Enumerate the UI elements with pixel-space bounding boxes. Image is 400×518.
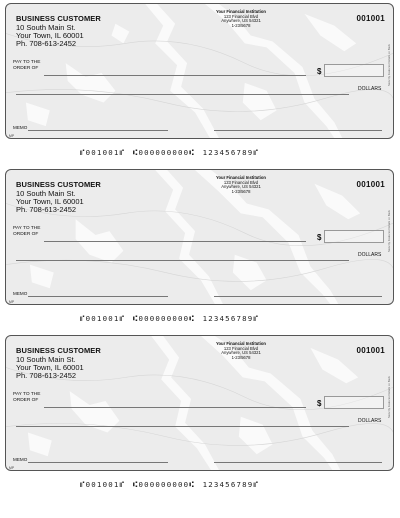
check-2 — [0, 166, 400, 338]
check-number: 001001 — [356, 346, 385, 355]
pay-to-label-line-2: ORDER OF — [13, 231, 39, 237]
check-number: 001001 — [356, 14, 385, 23]
dollars-label: DOLLARS — [358, 418, 382, 424]
customer-name: BUSINESS CUSTOMER — [16, 346, 101, 355]
bank-name: Your Financial Institution — [216, 175, 266, 180]
pay-to-label — [13, 60, 40, 71]
bank-address-line-2: Anywhere, US 54321 — [221, 350, 261, 356]
memo-line[interactable] — [28, 130, 168, 131]
dollar-sign: $ — [317, 399, 322, 408]
check-number: 001001 — [356, 180, 385, 189]
bank-fraction: 1-23/5678 — [231, 22, 251, 28]
payee-line[interactable] — [44, 407, 306, 408]
pay-to-label-line-2: ORDER OF — [13, 65, 39, 71]
micr-line: ⑈001001⑈ ⑆000000000⑆ 123456789⑈ — [80, 314, 260, 323]
check-3 — [0, 332, 400, 504]
amount-box[interactable] — [324, 64, 384, 77]
signature-line[interactable] — [214, 296, 382, 297]
memo-label: MEMO — [13, 457, 28, 462]
security-features-text: Security Features Details on Back — [387, 44, 391, 87]
dollar-sign: $ — [317, 233, 322, 242]
bank-info — [186, 10, 296, 28]
customer-phone: Ph. 708-613-2452 — [16, 371, 77, 380]
bank-info — [186, 342, 296, 360]
check-1 — [0, 0, 400, 172]
customer-address-line-1: 10 South Main St. — [16, 189, 76, 198]
security-features-text: Security Features Details on Back — [387, 376, 391, 419]
bank-fraction: 1-23/5678 — [231, 188, 251, 194]
pay-to-label-line-2: ORDER OF — [13, 397, 39, 403]
amount-words-line[interactable] — [16, 260, 349, 261]
dollar-sign: $ — [317, 67, 322, 76]
memo-label: MEMO — [13, 125, 28, 130]
check-face — [5, 169, 394, 305]
bank-name: Your Financial Institution — [216, 9, 266, 14]
amount-words-line[interactable] — [16, 94, 349, 95]
memo-line[interactable] — [28, 296, 168, 297]
check-face — [5, 3, 394, 139]
mp-label: MP — [9, 466, 15, 470]
signature-line[interactable] — [214, 130, 382, 131]
payee-line[interactable] — [44, 75, 306, 76]
bank-address-line-1: 123 Financial Blvd — [223, 179, 259, 185]
micr-line: ⑈001001⑈ ⑆000000000⑆ 123456789⑈ — [80, 480, 260, 489]
customer-name: BUSINESS CUSTOMER — [16, 14, 101, 23]
mp-label: MP — [9, 300, 15, 304]
bank-name: Your Financial Institution — [216, 341, 266, 346]
bank-address-line-2: Anywhere, US 54321 — [221, 184, 261, 190]
customer-address-line-2: Your Town, IL 60001 — [16, 363, 84, 372]
pay-to-label-line-1: PAY TO THE — [13, 60, 41, 65]
pay-to-label — [13, 392, 40, 403]
bank-address-line-1: 123 Financial Blvd — [223, 345, 259, 351]
memo-line[interactable] — [28, 462, 168, 463]
customer-address-line-1: 10 South Main St. — [16, 23, 76, 32]
micr-line: ⑈001001⑈ ⑆000000000⑆ 123456789⑈ — [80, 148, 260, 157]
bank-info — [186, 176, 296, 194]
customer-name: BUSINESS CUSTOMER — [16, 180, 101, 189]
customer-address-line-2: Your Town, IL 60001 — [16, 197, 84, 206]
customer-address-line-2: Your Town, IL 60001 — [16, 31, 84, 40]
signature-line[interactable] — [214, 462, 382, 463]
bank-fraction: 1-23/5678 — [231, 354, 251, 360]
amount-box[interactable] — [324, 230, 384, 243]
check-face — [5, 335, 394, 471]
dollars-label: DOLLARS — [358, 86, 382, 92]
security-features-text: Security Features Details on Back — [387, 210, 391, 253]
customer-address-line-1: 10 South Main St. — [16, 355, 76, 364]
mp-label: MP — [9, 134, 15, 138]
bank-address-line-2: Anywhere, US 54321 — [221, 18, 261, 24]
pay-to-label-line-1: PAY TO THE — [13, 226, 41, 231]
dollars-label: DOLLARS — [358, 252, 382, 258]
pay-to-label-line-1: PAY TO THE — [13, 392, 41, 397]
customer-phone: Ph. 708-613-2452 — [16, 39, 77, 48]
bank-address-line-1: 123 Financial Blvd — [223, 13, 259, 19]
memo-label: MEMO — [13, 291, 28, 296]
amount-box[interactable] — [324, 396, 384, 409]
pay-to-label — [13, 226, 40, 237]
customer-phone: Ph. 708-613-2452 — [16, 205, 77, 214]
amount-words-line[interactable] — [16, 426, 349, 427]
payee-line[interactable] — [44, 241, 306, 242]
